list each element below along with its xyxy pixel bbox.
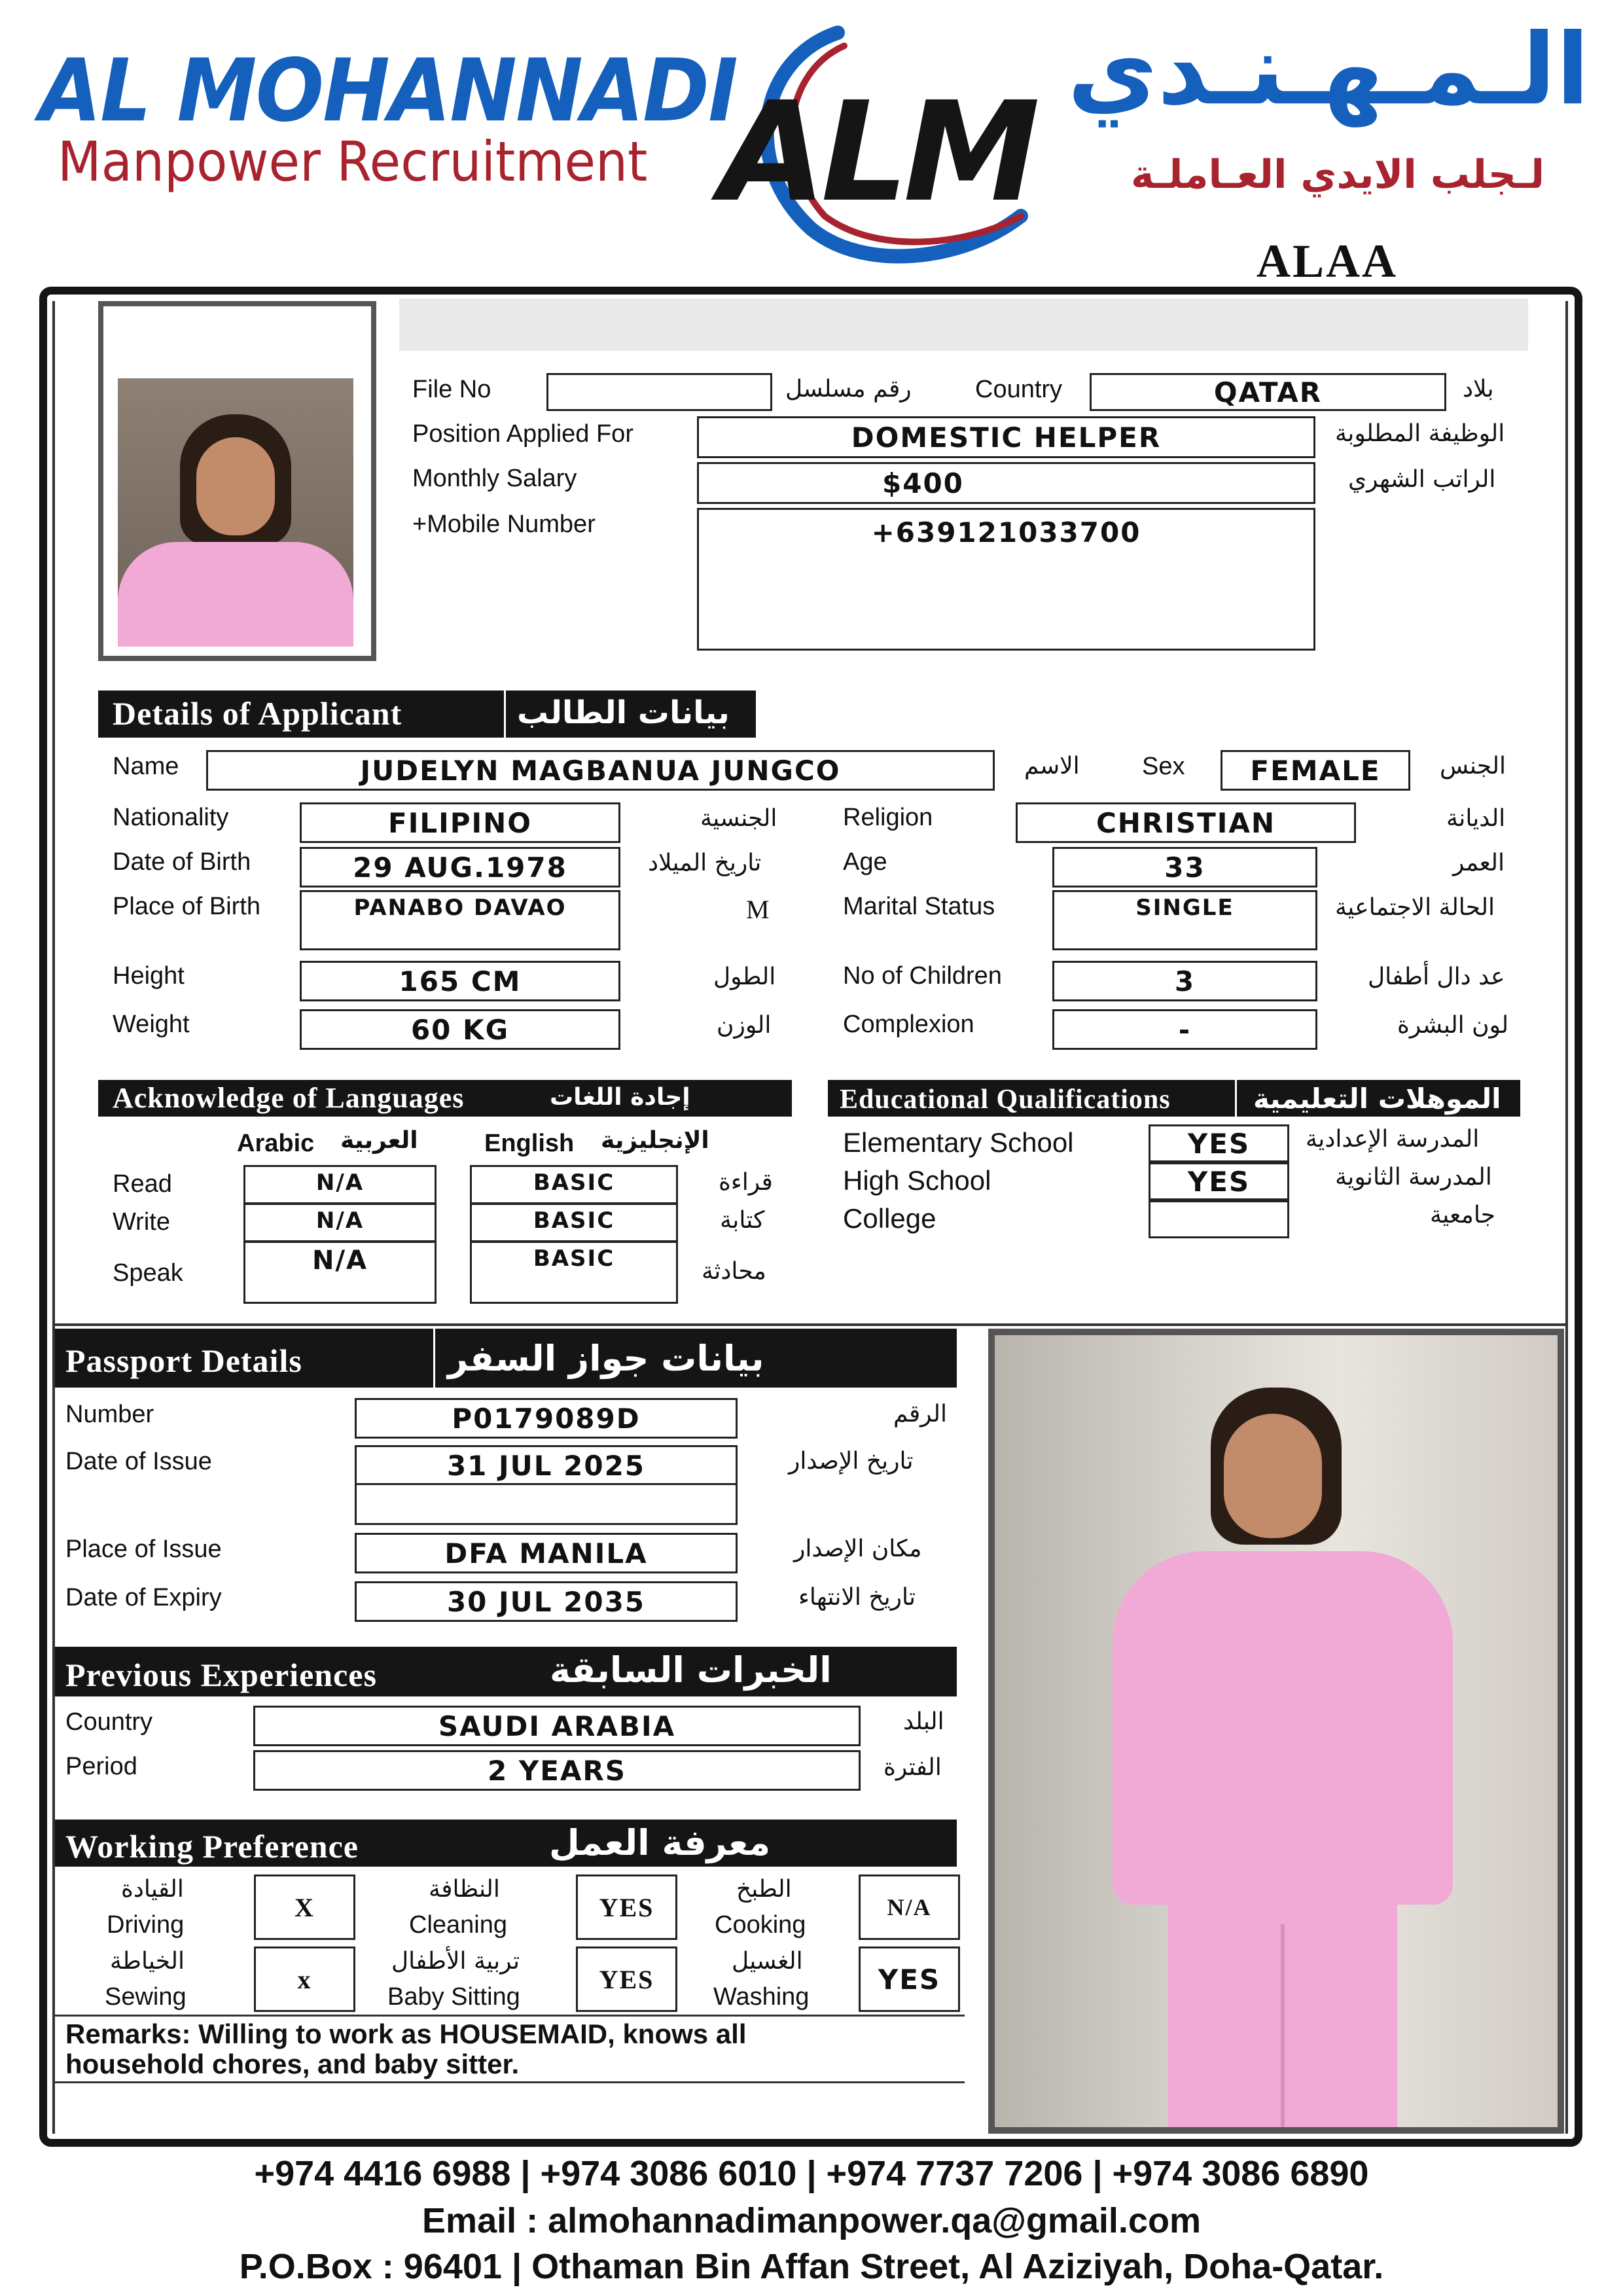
file-no-label-ar: رقم مسلسل <box>785 376 912 403</box>
logo-arabic-name: الـمـهـنـدي <box>1067 13 1590 127</box>
section-divider <box>55 1323 1565 1326</box>
agent-name: ALAA <box>1257 235 1399 287</box>
name-label: Name <box>113 753 179 780</box>
speak-arabic-field[interactable]: N/A <box>243 1241 437 1304</box>
elementary-label-ar: المدرسة الإعدادية <box>1306 1126 1480 1153</box>
experience-section-header <box>55 1647 957 1696</box>
salary-label-ar: الراتب الشهري <box>1348 466 1496 493</box>
write-arabic-field[interactable]: N/A <box>243 1203 437 1242</box>
cleaning-field[interactable]: YES <box>576 1874 677 1940</box>
applicant-section-header <box>98 691 756 738</box>
languages-heading: Acknowledge of Languages <box>113 1082 465 1114</box>
country-field[interactable]: QATAR <box>1090 373 1446 411</box>
baby-label-ar: تربية الأطفال <box>391 1948 520 1975</box>
children-label: No of Children <box>843 962 1002 990</box>
write-label: Write <box>113 1208 170 1236</box>
remarks-top-rule <box>55 2015 965 2017</box>
high-school-label-ar: المدرسة الثانوية <box>1335 1164 1492 1191</box>
weight-field[interactable]: 60 KG <box>300 1009 620 1050</box>
issue-place-label-ar: مكان الإصدار <box>794 1535 922 1562</box>
passport-number-label: Number <box>65 1401 154 1428</box>
top-grey-bar <box>399 298 1528 351</box>
baby-label: Baby Sitting <box>387 1983 520 2011</box>
arabic-col-label: Arabic <box>237 1130 315 1157</box>
issue-place-label: Place of Issue <box>65 1535 222 1563</box>
children-label-ar: عد دال أطفال <box>1368 963 1505 990</box>
experience-heading-ar: الخبرات السابقة <box>550 1649 832 1691</box>
religion-label-ar: الديانة <box>1446 805 1506 832</box>
remarks-bottom-rule <box>55 2081 965 2083</box>
salary-label: Monthly Salary <box>412 465 577 492</box>
pob-marker: M <box>746 895 770 924</box>
height-field[interactable]: 165 CM <box>300 961 620 1001</box>
driving-field[interactable]: X <box>254 1874 355 1940</box>
cooking-label: Cooking <box>715 1911 806 1939</box>
washing-label-ar: الغسيل <box>732 1948 803 1975</box>
logo-mark: ALM <box>720 72 1035 232</box>
applicant-full-body-photo <box>988 1329 1564 2134</box>
footer-address: P.O.Box : 96401 | Othaman Bin Affan Street, Al Aziziyah, Doha-Qatar. <box>239 2247 1384 2286</box>
sewing-label: Sewing <box>105 1983 187 2011</box>
complexion-label: Complexion <box>843 1011 974 1038</box>
read-english-field[interactable]: BASIC <box>470 1165 678 1204</box>
issue-place-field[interactable]: DFA MANILA <box>355 1533 738 1573</box>
issue-date-field[interactable]: 31 JUL 2025 <box>355 1445 738 1486</box>
sex-field[interactable]: FEMALE <box>1221 750 1410 791</box>
salary-field[interactable]: $400 <box>697 462 1315 504</box>
age-label-ar: العمر <box>1453 850 1505 876</box>
exp-country-field[interactable]: SAUDI ARABIA <box>253 1706 861 1746</box>
mobile-field[interactable]: +639121033700 <box>697 508 1315 651</box>
footer-phones: +974 4416 6988 | +974 3086 6010 | +974 7737 7206 | +974 3086 6890 <box>254 2154 1369 2193</box>
footer-email: Email : almohannadimanpower.qa@gmail.com <box>422 2201 1201 2240</box>
speak-english-field[interactable]: BASIC <box>470 1241 678 1304</box>
age-field[interactable]: 33 <box>1052 847 1317 888</box>
marital-label-ar: الحالة الاجتماعية <box>1335 894 1495 921</box>
elementary-field[interactable]: YES <box>1149 1124 1289 1162</box>
religion-label: Religion <box>843 804 933 831</box>
pob-label: Place of Birth <box>113 893 260 920</box>
pob-field[interactable]: PANABO DAVAO <box>300 890 620 950</box>
cooking-label-ar: الطبخ <box>736 1876 792 1903</box>
expiry-label: Date of Expiry <box>65 1584 222 1611</box>
speak-label: Speak <box>113 1259 183 1287</box>
file-no-label: File No <box>412 376 491 403</box>
issue-date-label-ar: تاريخ الإصدار <box>789 1448 914 1475</box>
high-school-label: High School <box>843 1165 991 1196</box>
sex-label-ar: الجنس <box>1440 753 1506 780</box>
weight-label: Weight <box>113 1011 190 1038</box>
country-label: Country <box>975 376 1063 403</box>
elementary-label: Elementary School <box>843 1127 1074 1158</box>
sewing-label-ar: الخياطة <box>110 1948 185 1975</box>
exp-country-label-ar: البلد <box>903 1708 944 1735</box>
sex-label: Sex <box>1142 753 1185 780</box>
country-label-ar: بلاد <box>1463 376 1494 403</box>
arabic-col-label-ar: العربية <box>340 1127 418 1154</box>
languages-section-header <box>98 1080 792 1117</box>
english-col-label-ar: الإنجليزية <box>601 1127 709 1154</box>
college-field[interactable] <box>1149 1200 1289 1238</box>
languages-heading-ar: إجادة اللغات <box>550 1084 690 1111</box>
position-label-ar: الوظيفة المطلوبة <box>1335 420 1505 447</box>
preference-heading-ar: معرفة العمل <box>549 1822 771 1863</box>
read-label: Read <box>113 1170 172 1198</box>
english-col-label: English <box>484 1130 575 1157</box>
position-label: Position Applied For <box>412 420 633 448</box>
issue-date-label: Date of Issue <box>65 1448 212 1475</box>
remarks-line-2: household chores, and baby sitter. <box>65 2049 520 2079</box>
passport-number-label-ar: الرقم <box>893 1401 948 1427</box>
education-section-header <box>828 1080 1520 1117</box>
preference-section-header <box>55 1820 957 1867</box>
expiry-field[interactable]: 30 JUL 2035 <box>355 1581 738 1622</box>
religion-field[interactable]: CHRISTIAN <box>1016 802 1356 843</box>
driving-label: Driving <box>107 1911 185 1939</box>
passport-heading-ar: بيانات جواز السفر <box>448 1338 764 1379</box>
mobile-label: +Mobile Number <box>412 511 596 538</box>
applicant-heading: Details of Applicant <box>113 695 402 732</box>
exp-period-label: Period <box>65 1753 137 1780</box>
preference-heading: Working Preference <box>65 1828 359 1865</box>
children-field[interactable]: 3 <box>1052 961 1317 1001</box>
expiry-label-ar: تاريخ الانتهاء <box>798 1584 916 1611</box>
applicant-portrait-photo <box>98 301 376 661</box>
washing-label: Washing <box>713 1983 810 2011</box>
form-inner-right-rule <box>1565 301 1568 2134</box>
weight-label-ar: الوزن <box>717 1012 772 1039</box>
marital-field[interactable]: SINGLE <box>1052 890 1317 950</box>
dob-label-ar: تاريخ الميلاد <box>648 850 762 876</box>
baby-field[interactable]: YES <box>576 1946 677 2012</box>
write-label-ar: كتابة <box>720 1207 765 1234</box>
logo-arabic-subtitle: لـجلب الايدي العـاملـة <box>1130 152 1544 198</box>
complexion-label-ar: لون البشرة <box>1397 1012 1509 1039</box>
height-label-ar: الطول <box>713 963 776 990</box>
sewing-field[interactable]: x <box>254 1946 355 2012</box>
experience-heading: Previous Experiences <box>65 1657 377 1693</box>
nationality-field[interactable]: FILIPINO <box>300 802 620 843</box>
cooking-field[interactable]: N/A <box>859 1874 960 1940</box>
exp-period-label-ar: الفترة <box>883 1754 942 1781</box>
college-label: College <box>843 1203 936 1234</box>
position-field[interactable]: DOMESTIC HELPER <box>697 416 1315 458</box>
read-label-ar: قراءة <box>719 1169 773 1196</box>
dob-label: Date of Birth <box>113 848 251 876</box>
age-label: Age <box>843 848 887 876</box>
cleaning-label-ar: النظافة <box>429 1876 500 1903</box>
height-label: Height <box>113 962 185 990</box>
passport-section-header <box>55 1329 957 1388</box>
complexion-field[interactable]: - <box>1052 1009 1317 1050</box>
read-arabic-field[interactable]: N/A <box>243 1165 437 1204</box>
college-label-ar: جامعية <box>1430 1202 1496 1229</box>
write-english-field[interactable]: BASIC <box>470 1203 678 1242</box>
driving-label-ar: القيادة <box>121 1876 184 1903</box>
marital-label: Marital Status <box>843 893 995 920</box>
nationality-label: Nationality <box>113 804 229 831</box>
cleaning-label: Cleaning <box>409 1911 507 1939</box>
remarks-line-1: Remarks: Willing to work as HOUSEMAID, knows all <box>65 2018 747 2049</box>
washing-field[interactable]: YES <box>859 1946 960 2012</box>
logo-english-name: AL MOHANNADI <box>39 41 737 141</box>
applicant-heading-ar: بيانات الطالب <box>517 694 730 731</box>
dob-field[interactable]: 29 AUG.1978 <box>300 847 620 888</box>
exp-period-field[interactable]: 2 YEARS <box>253 1750 861 1791</box>
high-school-field[interactable]: YES <box>1149 1162 1289 1200</box>
education-heading-ar: الموهلات التعليمية <box>1253 1083 1501 1115</box>
logo-english-subtitle: Manpower Recruitment <box>58 130 648 194</box>
passport-heading: Passport Details <box>65 1342 302 1379</box>
passport-number-field[interactable]: P0179089D <box>355 1398 738 1439</box>
exp-country-label: Country <box>65 1708 153 1736</box>
speak-label-ar: محادثة <box>702 1258 766 1285</box>
name-label-ar: الاسم <box>1024 753 1080 780</box>
education-heading: Educational Qualifications <box>840 1085 1171 1115</box>
file-no-field[interactable] <box>546 373 772 411</box>
name-field[interactable]: JUDELYN MAGBANUA JUNGCO <box>206 750 995 791</box>
nationality-label-ar: الجنسية <box>700 805 777 832</box>
issue-date-extra-field[interactable] <box>355 1483 738 1525</box>
